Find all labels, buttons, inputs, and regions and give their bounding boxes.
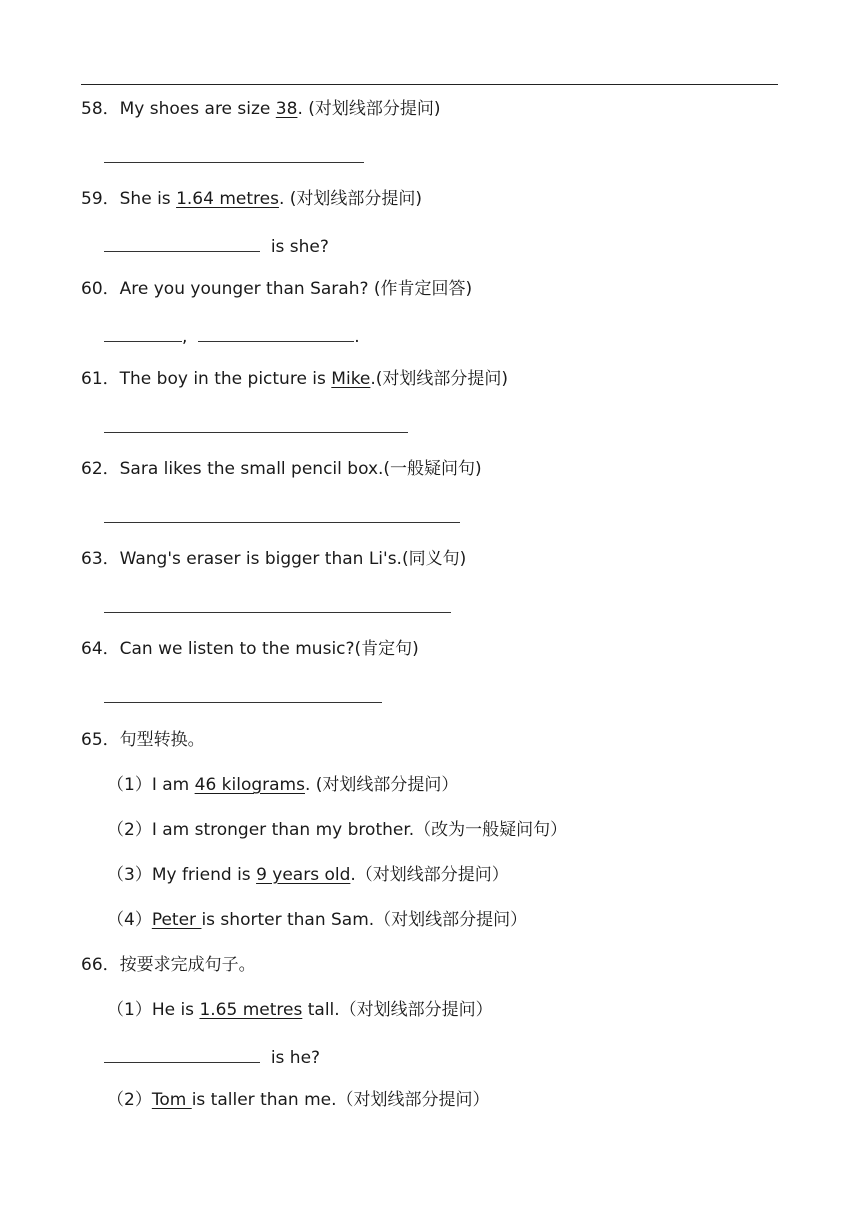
underlined-part: Mike (331, 369, 371, 389)
subquestion-instruction: tall.（对划线部分提问） (302, 1000, 493, 1020)
question-instruction: . (对划线部分提问) (278, 189, 423, 209)
question-number: 62． (81, 459, 120, 479)
subquestion-text: （1）He is (107, 1000, 200, 1020)
subquestion-text: is shorter than Sam.（对划线部分提问） (201, 910, 528, 930)
question-61 (81, 368, 508, 390)
underlined-part: 9 years old (256, 865, 351, 885)
answer-blank[interactable] (104, 1044, 260, 1063)
subquestion-number: （2） (107, 1090, 152, 1110)
subquestion-number: （4） (107, 910, 152, 930)
question-number: 66． (81, 955, 120, 975)
underlined-part: 46 kilograms (194, 775, 305, 795)
answer-tail: is he? (270, 1048, 321, 1068)
question-instruction: . (对划线部分提问) (297, 99, 441, 119)
answer-line-63[interactable] (104, 594, 451, 619)
question-66 (81, 954, 256, 976)
question-text: The boy in the picture is (119, 369, 332, 389)
question-63 (81, 548, 466, 570)
period: . (354, 327, 360, 347)
question-60 (81, 278, 472, 300)
underlined-part: 1.65 metres (199, 1000, 303, 1020)
underlined-part: 1.64 metres (176, 189, 279, 209)
comma: , (182, 327, 188, 347)
question-number: 59． (81, 189, 120, 209)
underlined-part: Peter (151, 910, 202, 930)
question-58 (81, 98, 441, 120)
subquestion-text: （3）My friend is (107, 865, 257, 885)
question-text: My shoes are size (119, 99, 276, 119)
question-number: 65． (81, 730, 120, 750)
question-65 (81, 729, 205, 751)
question-text: She is (119, 189, 177, 209)
answer-line-64[interactable] (104, 684, 382, 709)
question-text: Are you younger than Sarah? (作肯定回答) (119, 279, 473, 299)
question-number: 60． (81, 279, 120, 299)
question-65-3 (107, 864, 509, 886)
question-64 (81, 638, 419, 660)
subquestion-instruction: . (对划线部分提问） (304, 775, 459, 795)
answer-blank[interactable] (104, 233, 260, 252)
question-66-2 (107, 1089, 490, 1111)
question-65-2 (107, 819, 567, 841)
question-62 (81, 458, 482, 480)
question-text: 句型转换。 (119, 730, 205, 750)
header-rule (81, 84, 778, 85)
underlined-part: Tom (151, 1090, 192, 1110)
question-text: Wang's eraser is bigger than Li's.(同义句) (119, 549, 467, 569)
underlined-part: 38 (275, 99, 298, 119)
question-number: 64． (81, 639, 120, 659)
subquestion-text: （2）I am stronger than my brother.（改为一般疑问句） (107, 820, 568, 840)
question-number: 61． (81, 369, 120, 389)
subquestion-text: （1）I am (107, 775, 195, 795)
question-number: 58． (81, 99, 120, 119)
subquestion-text: is taller than me.（对划线部分提问） (191, 1090, 490, 1110)
answer-line-62[interactable] (104, 504, 460, 529)
answer-line-66-1[interactable] (104, 1044, 320, 1069)
question-65-1 (107, 774, 458, 796)
question-instruction: .(对划线部分提问) (370, 369, 509, 389)
answer-blank-1[interactable] (104, 323, 182, 342)
answer-blank-2[interactable] (198, 323, 354, 342)
question-text: Can we listen to the music?(肯定句) (119, 639, 419, 659)
question-number: 63． (81, 549, 120, 569)
question-59 (81, 188, 422, 210)
answer-line-59[interactable] (104, 233, 329, 258)
answer-tail: is she? (270, 237, 329, 257)
answer-line-61[interactable] (104, 414, 408, 439)
question-text: 按要求完成句子。 (119, 955, 256, 975)
question-65-4 (107, 909, 527, 931)
answer-line-58[interactable] (104, 144, 364, 169)
question-text: Sara likes the small pencil box.(一般疑问句) (119, 459, 482, 479)
question-66-1 (107, 999, 493, 1021)
subquestion-instruction: .（对划线部分提问） (350, 865, 509, 885)
answer-line-60[interactable] (104, 323, 360, 348)
